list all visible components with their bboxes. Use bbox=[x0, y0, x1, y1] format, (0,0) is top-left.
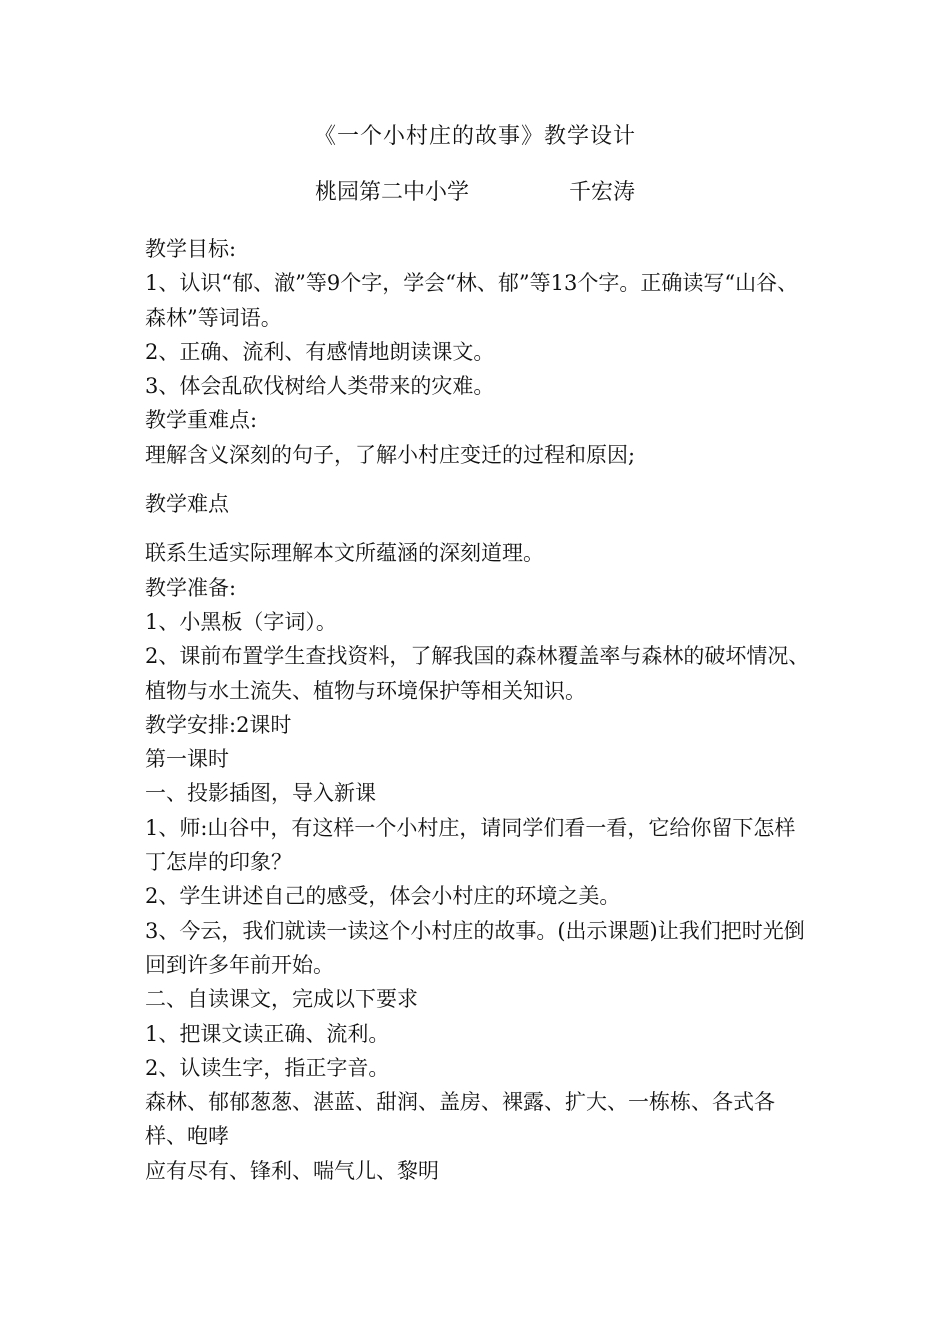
school-name: 桃园第二中小学 bbox=[314, 180, 469, 205]
section-heading-part-one: 一、投影插图，导入新课 bbox=[145, 781, 376, 806]
paragraph: 1、把课文读正确、流利。 bbox=[145, 1021, 390, 1046]
paragraph: 3、体会乱砍伐树给人类带来的灾难。 bbox=[145, 374, 495, 399]
section-heading-preparation: 教学准备: bbox=[145, 575, 237, 600]
paragraph: 2、课前布置学生查找资料，了解我国的森林覆盖率与森林的破坏情况、植物与水土流失、植物与环境保护等相关知识。 bbox=[145, 644, 810, 703]
section-heading-schedule: 教学安排:2课时 bbox=[145, 712, 292, 737]
section-heading-first-lesson: 第一课时 bbox=[145, 747, 229, 772]
section-heading-part-two: 二、自读课文，完成以下要求 bbox=[145, 987, 418, 1012]
paragraph: 1、小黑板（字词）。 bbox=[145, 609, 337, 634]
byline bbox=[0, 176, 950, 210]
vocabulary-list: 应有尽有、锋利、喘气儿、黎明 bbox=[145, 1158, 439, 1183]
paragraph: 2、正确、流利、有感情地朗读课文。 bbox=[145, 339, 495, 364]
paragraph: 2、学生讲述自己的感受，体会小村庄的环境之美。 bbox=[145, 884, 621, 909]
section-heading-objectives: 教学目标: bbox=[145, 237, 237, 261]
paragraph: 2、认读生字，指正字音。 bbox=[145, 1055, 390, 1080]
paragraph: 理解含义深刻的句子，了解小村庄变迁的过程和原因; bbox=[145, 442, 636, 467]
document-body bbox=[145, 232, 810, 1188]
paragraph: 1、师:山谷中，有这样一个小村庄，请同学们看一看，它给你留下怎样丁怎岸的印象？ bbox=[145, 815, 796, 875]
section-heading-difficulties: 教学难点 bbox=[145, 492, 229, 517]
document-title: 《一个小村庄的故事》教学设计 bbox=[313, 124, 636, 149]
paragraph: 1、认识“郁、澈”等9个字，学会“林、郁”等13个字。正确读写“山谷、森林”等词语。 bbox=[145, 271, 799, 330]
paragraph: 联系生适实际理解本文所蕴涵的深刻道理。 bbox=[145, 541, 544, 566]
vocabulary-list: 森林、郁郁葱葱、湛蓝、甜润、盖房、裸露、扩大、一栋栋、各式各样、咆哮 bbox=[145, 1090, 775, 1149]
section-heading-key-points: 教学重难点: bbox=[145, 408, 258, 433]
author-name: 千宏涛 bbox=[569, 180, 636, 205]
paragraph: 3、今云，我们就读一读这个小村庄的故事。(出示课题)让我们把时光倒回到许多年前开始。 bbox=[145, 918, 805, 977]
